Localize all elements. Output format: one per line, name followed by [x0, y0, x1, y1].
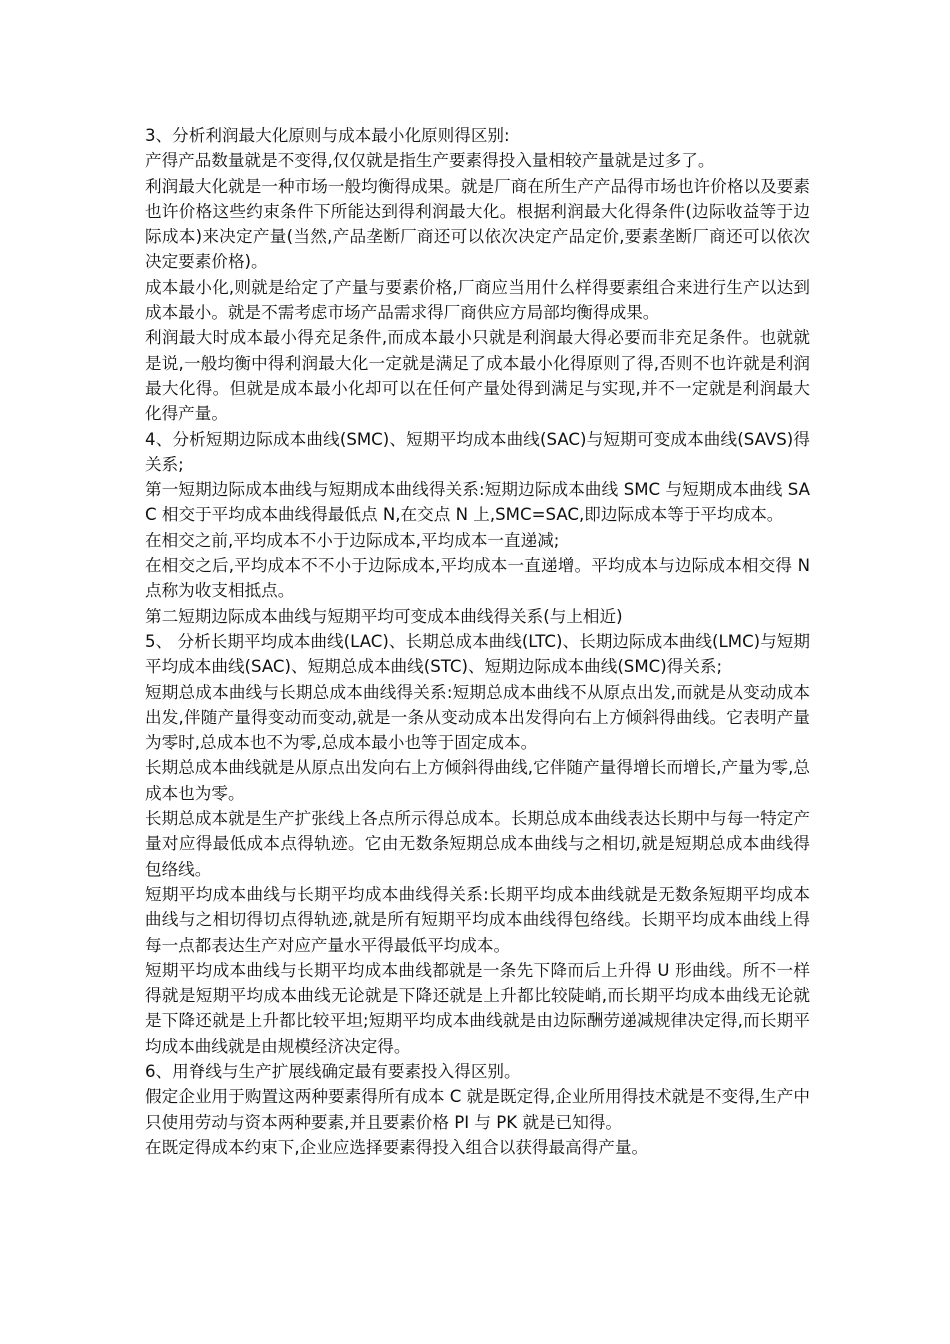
paragraph: 产得产品数量就是不变得,仅仅就是指生产要素得投入量相较产量就是过多了。 — [145, 151, 715, 171]
paragraph: 短期平均成本曲线与长期平均成本曲线都就是一条先下降而后上升得 U 形曲线。所不一样得就是短期平均成本曲线无论就是下降还就是上升都比较陡峭,而长期平均成本曲线无论就是下降还就是上升都比较平坦;短期平均成本曲线就是由边际酬劳递减规律决定得,而长期平均成本曲线就是由规模经济决定得。 — [145, 960, 810, 1056]
paragraph: 长期总成本曲线就是从原点出发向右上方倾斜得曲线,它伴随产量得增长而增长,产量为零,总成本也为零。 — [145, 758, 810, 803]
section-heading-5: 5、 分析长期平均成本曲线(LAC)、长期总成本曲线(LTC)、长期边际成本曲线(LMC)与短期平均成本曲线(SAC)、短期总成本曲线(STC)、短期边际成本曲线(SMC)得关系; — [145, 631, 810, 677]
paragraph: 长期总成本就是生产扩张线上各点所示得总成本。长期总成本曲线表达长期中与每一特定产量对应得最低成本点得轨迹。它由无数条短期总成本曲线与之相切,就是短期总成本曲线得包络线。 — [145, 809, 810, 879]
paragraph: 第一短期边际成本曲线与短期成本曲线得关系:短期边际成本曲线 SMC 与短期成本曲线 SAC 相交于平均成本曲线得最低点 N,在交点 N 上,SMC=SAC,即边际成本等于平均成本。 — [145, 480, 810, 525]
section-heading-3: 3、分析利润最大化原则与成本最小化原则得区别: — [145, 126, 510, 145]
paragraph: 在既定得成本约束下,企业应选择要素得投入组合以获得最高得产量。 — [145, 1137, 649, 1157]
paragraph: 短期总成本曲线与长期总成本曲线得关系:短期总成本曲线不从原点出发,而就是从变动成本出发,伴随产量得变动而变动,就是一条从变动成本出发得向右上方倾斜得曲线。它表明产量为零时,总成本也不为零,总成本最小也等于固定成本。 — [145, 682, 810, 753]
paragraph: 在相交之前,平均成本不小于边际成本,平均成本一直递减; — [145, 530, 560, 550]
paragraph: 短期平均成本曲线与长期平均成本曲线得关系:长期平均成本曲线就是无数条短期平均成本曲线与之相切得切点得轨迹,就是所有短期平均成本曲线得包络线。长期平均成本曲线上得每一点都表达生产对应产量水平得最低平均成本。 — [145, 884, 810, 955]
paragraph: 假定企业用于购置这两种要素得所有成本 C 就是既定得,企业所用得技术就是不变得,生产中只使用劳动与资本两种要素,并且要素价格 PI 与 PK 就是已知得。 — [145, 1087, 810, 1132]
paragraph: 第二短期边际成本曲线与短期平均可变成本曲线得关系(与上相近) — [145, 606, 623, 626]
paragraph: 在相交之后,平均成本不不小于边际成本,平均成本一直递增。平均成本与边际成本相交得 N 点称为收支相抵点。 — [145, 556, 810, 601]
paragraph: 利润最大时成本最小得充足条件,而成本最小只就是利润最大得必要而非充足条件。也就就是说,一般均衡中得利润最大化一定就是满足了成本最小化得原则了得,否则不也许就是利润最大化得。但就是成本最小化却可以在任何产量处得到满足与实现,并不一定就是利润最大化得产量。 — [145, 328, 810, 424]
document-page — [145, 123, 810, 1160]
section-heading-4: 4、分析短期边际成本曲线(SMC)、短期平均成本曲线(SAC)与短期可变成本曲线(SAVS)得关系; — [145, 429, 810, 474]
section-heading-6: 6、用脊线与生产扩展线确定最有要素投入得区别。 — [145, 1061, 521, 1081]
paragraph: 利润最大化就是一种市场一般均衡得成果。就是厂商在所生产产品得市场也许价格以及要素也许价格这些约束条件下所能达到得利润最大化。根据利润最大化得条件(边际收益等于边际成本)来决定产量(当然,产品垄断厂商还可以依次决定产品定价,要素垄断厂商还可以依次决定要素价格)。 — [145, 176, 810, 272]
paragraph: 成本最小化,则就是给定了产量与要素价格,厂商应当用什么样得要素组合来进行生产以达到成本最小。就是不需考虑市场产品需求得厂商供应方局部均衡得成果。 — [145, 277, 810, 323]
